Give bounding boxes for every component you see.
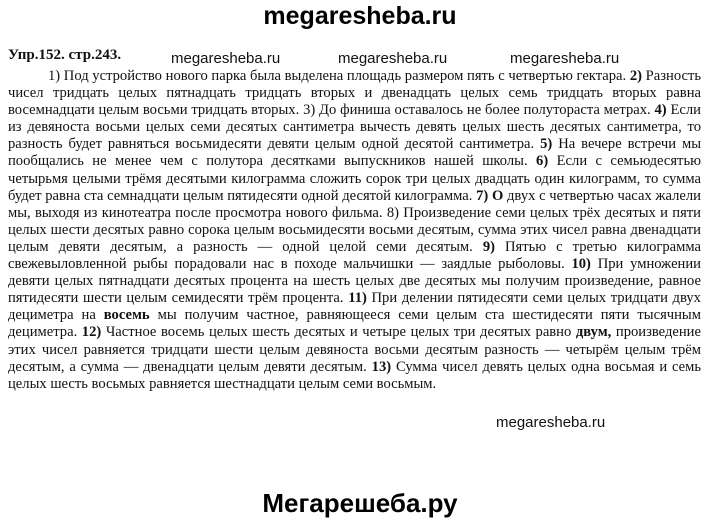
- sentence-11-part: мы получим частное, равняющееся семи целым ста шестидесяти пяти тысячным дециметра.: [8, 307, 701, 341]
- sentence-number: 9): [482, 238, 495, 255]
- sentence-number: 12): [81, 324, 102, 341]
- sentence-11-emphasis: восемь: [103, 307, 150, 324]
- sentence-12-part: Частное восемь целых шесть десятых и четыре целых три десятых равно: [105, 324, 572, 341]
- sentence-9: Пятью с третью килограмма свежевыловленной рыбы порадовали нас в походе мальчишки — заядлые рыболовы.: [8, 238, 701, 273]
- sentence-1: 1) Под устройство нового парка была выделена площадь размером пять с четвертью гектара.: [48, 68, 627, 84]
- sentence-number: 13): [371, 358, 392, 375]
- sentence-4: Если из девяноста восьми целых семи десятых сантиметра вычесть девять целых шесть десятых сантиметра, то разность будет равняться восьмидесяти девяти целым одной десятой сантиметра.: [8, 102, 701, 153]
- sentence-3: 3) До финиша оставалось не более полутораста метрах.: [303, 102, 651, 119]
- watermark: megaresheba.ru: [171, 50, 281, 67]
- sentence-number: 10): [571, 256, 591, 273]
- watermark: megaresheba.ru: [510, 50, 620, 67]
- answer-text: [8, 68, 701, 393]
- watermark: megaresheba.ru: [496, 414, 606, 431]
- sentence-number: 11): [348, 290, 367, 307]
- sentence-8: 8) Произведение семи целых трёх десятых и пяти целых шести десятых равно сорока целым восьмидесяти восьми десятым, сумма этих чисел равна двенадцати целым девяти десятым, а разность — одной целой семи десятым.: [8, 204, 701, 255]
- sentence-number: 6): [536, 153, 549, 170]
- sentence-number: 5): [540, 136, 553, 153]
- site-header: megaresheba.ru: [263, 2, 457, 30]
- sentence-13: Сумма чисел девять целых одна восьмая и семь целых шесть восьмых равняется шестнадцати целым семи восьмым.: [8, 358, 702, 392]
- sentence-6: Если с семьюдесятью четырьмя целыми трёмя десятыми килограмма сложить сорок три целых двадцать один килограмм, то сумма будет равна ста семнадцати целым пятидесяти одной десятой килограмма.: [8, 153, 701, 204]
- sentence-number: 7) О: [476, 187, 504, 204]
- task-title: Упр.152. стр.243.: [8, 47, 122, 63]
- site-footer: Мегарешеба.ру: [262, 488, 458, 518]
- sentence-12-part: произведение этих чисел равняется тридцати шести целым девяноста восьми десятым разность — четырём целым трём десятым, а сумма — двенадцати целым девяти десятым.: [8, 324, 701, 375]
- sentence-11-part: При делении пятидесяти семи целых тридцати двух дециметра на: [8, 290, 701, 324]
- sentence-10: При умножении девяти целых пятнадцати десятых процента на шесть целых две десятых мы получим произведение, равное пятидесяти шести целым семидесяти трём процента.: [8, 256, 701, 307]
- sentence-2: Разность чисел тридцать целых пятнадцать тридцать вторых и двенадцать целых семь тридцать вторых равна восемнадцати целым восьми тридцать вторых.: [8, 68, 701, 119]
- sentence-5: На вечере встречи мы пообщались не менее чем с полутора десятками выпускников нашей школы.: [8, 136, 701, 170]
- sentence-number: 2): [629, 68, 642, 84]
- sentence-7: двух с четвертью часах жалели мы, выходя из кинотеатра после просмотра нового фильма.: [8, 187, 701, 221]
- sentence-number: 4): [654, 102, 667, 119]
- watermark: megaresheba.ru: [338, 50, 448, 67]
- sentence-12-emphasis: двум,: [575, 324, 612, 341]
